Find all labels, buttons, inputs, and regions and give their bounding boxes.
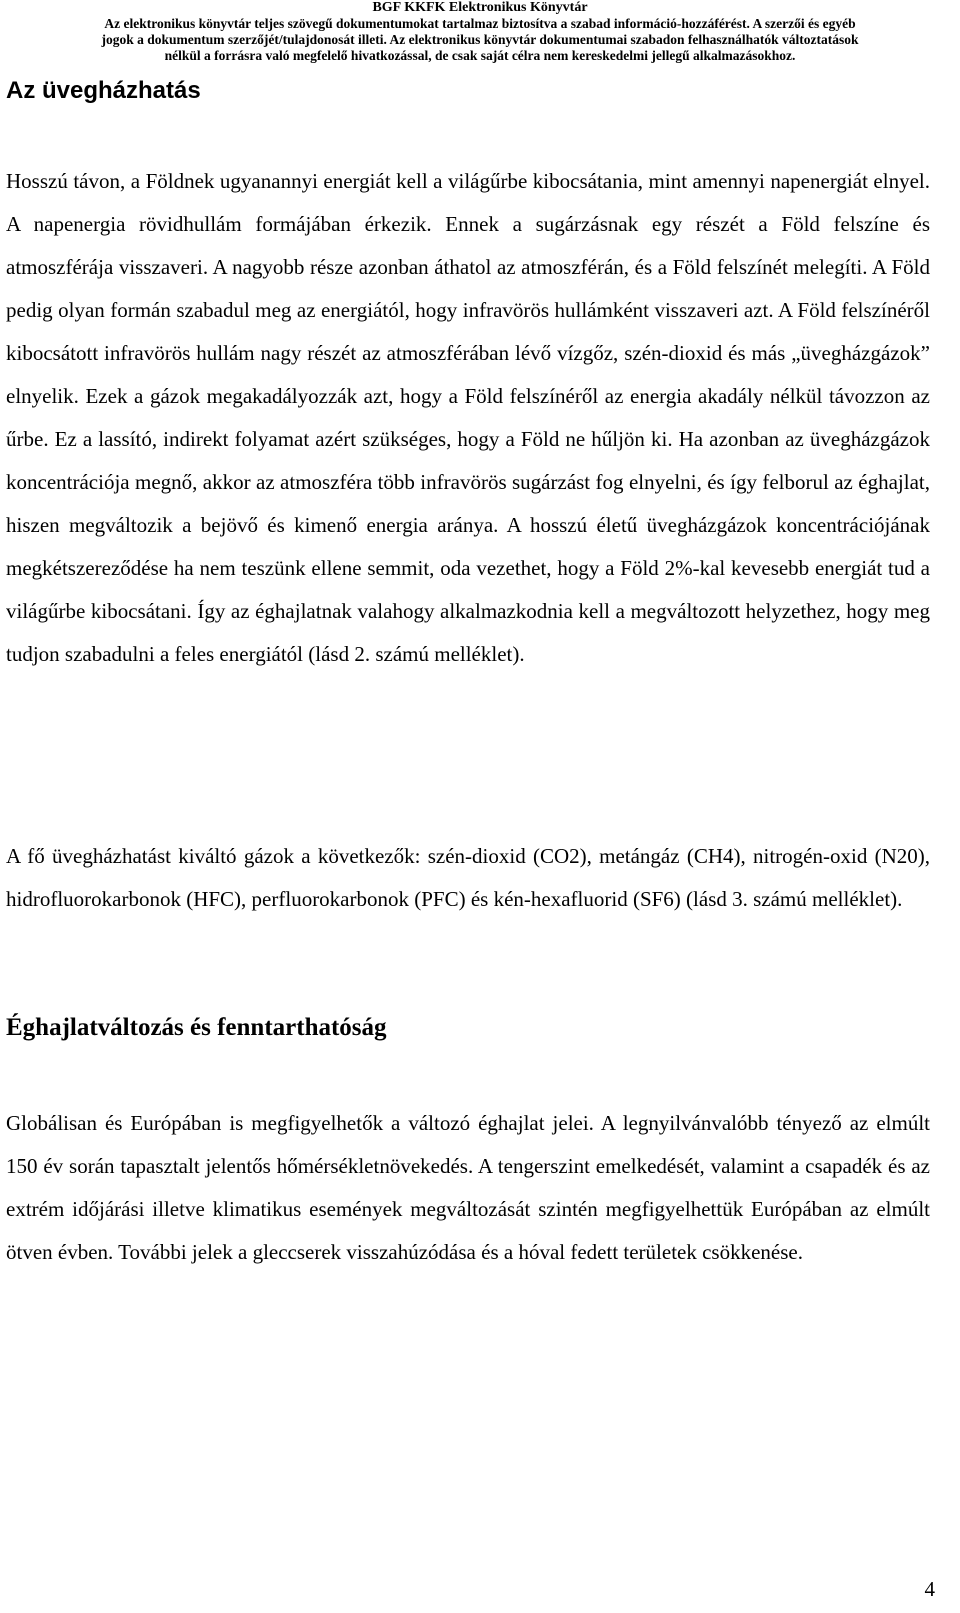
notice-line-2: jogok a dokumentum szerzőjét/tulajdonosát illeti. Az elektronikus könyvtár dokumentumai szabadon felhasználhatók változtatások [101,32,859,47]
paragraph-greenhouse-mechanism: Hosszú távon, a Földnek ugyanannyi energiát kell a világűrbe kibocsátania, mint amennyi napenergiát elnyel. A napenergia rövidhullám formájában érkezik. Ennek a sugárzásnak egy részét a Föld felszíne és atmoszférája visszaveri. A nagyobb része azonban áthatol az atmoszférán, és a Föld felszínét melegíti. A Föld pedig olyan formán szabadul meg az energiától, hogy infravörös hullámként visszaveri azt. A Föld felszínéről kibocsátott infravörös hullám nagy részét az atmoszférában lévő vízgőz, szén-dioxid és más „üvegházgázok” elnyelik. Ezek a gázok megakadályozzák azt, hogy a Föld felszínéről az energia akadály nélkül távozzon az űrbe. Ez a lassító, indirekt folyamat azért szükséges, hogy a Föld ne hűljön ki. Ha azonban az üvegházgázok koncentrációja megnő, akkor az atmoszféra több infravörös sugárzást fog elnyelni, és így felborul az éghajlat, hiszen megváltozik a bejövő és kimenő energia aránya. A hosszú életű üvegházgázok koncentrációjának megkétszereződése ha nem teszünk ellene semmit, oda vezethet, hogy a Föld 2%-kal kevesebb energiát tud a világűrbe kibocsátani. Így az éghajlatnak valahogy alkalmazkodnia kell a megváltozott helyzethez, hogy meg tudjon szabadulni a feles energiától (lásd 2. számú melléklet). [6,169,930,666]
section-heading-climate-change: Éghajlatváltozás és fenntarthatóság [6,1014,387,1041]
paragraph-climate-signs: Globálisan és Európában is megfigyelhetők a változó éghajlat jelei. A legnyilvánvalóbb tényező az elmúlt 150 év során tapasztalt jelentős hőmérsékletnövekedés. A tengerszint emelkedését, valamint a csapadék és az extrém időjárási illetve klimatikus események megváltozását szintén megfigyelhettük Európában az elmúlt ötven évben. További jelek a gleccserek visszahúzódása és a hóval fedett területek csökkenése. [6,1111,930,1264]
page-number: 4 [924,1577,935,1601]
library-notice [0,0,960,64]
library-name: BGF KKFK Elektronikus Könyvtár [372,0,588,15]
notice-line-3: nélkül a forrásra való megfelelő hivatkozással, de csak saját célra nem kereskedelmi jellegű alkalmazásokhoz. [164,48,796,63]
paragraph-greenhouse-gases: A fő üvegházhatást kiváltó gázok a következők: szén-dioxid (CO2), metángáz (CH4), nitrogén-oxid (N20), hidrofluorokarbonok (HFC), perfluorokarbonok (PFC) és kén-hexafluorid (SF6) (lásd 3. számú melléklet). [6,844,930,911]
section-heading-greenhouse-effect: Az üvegházhatás [6,77,201,104]
notice-line-1: Az elektronikus könyvtár teljes szövegű dokumentumokat tartalmaz biztosítva a szabad információ-hozzáférést. A szerzői és egyéb [104,16,856,31]
